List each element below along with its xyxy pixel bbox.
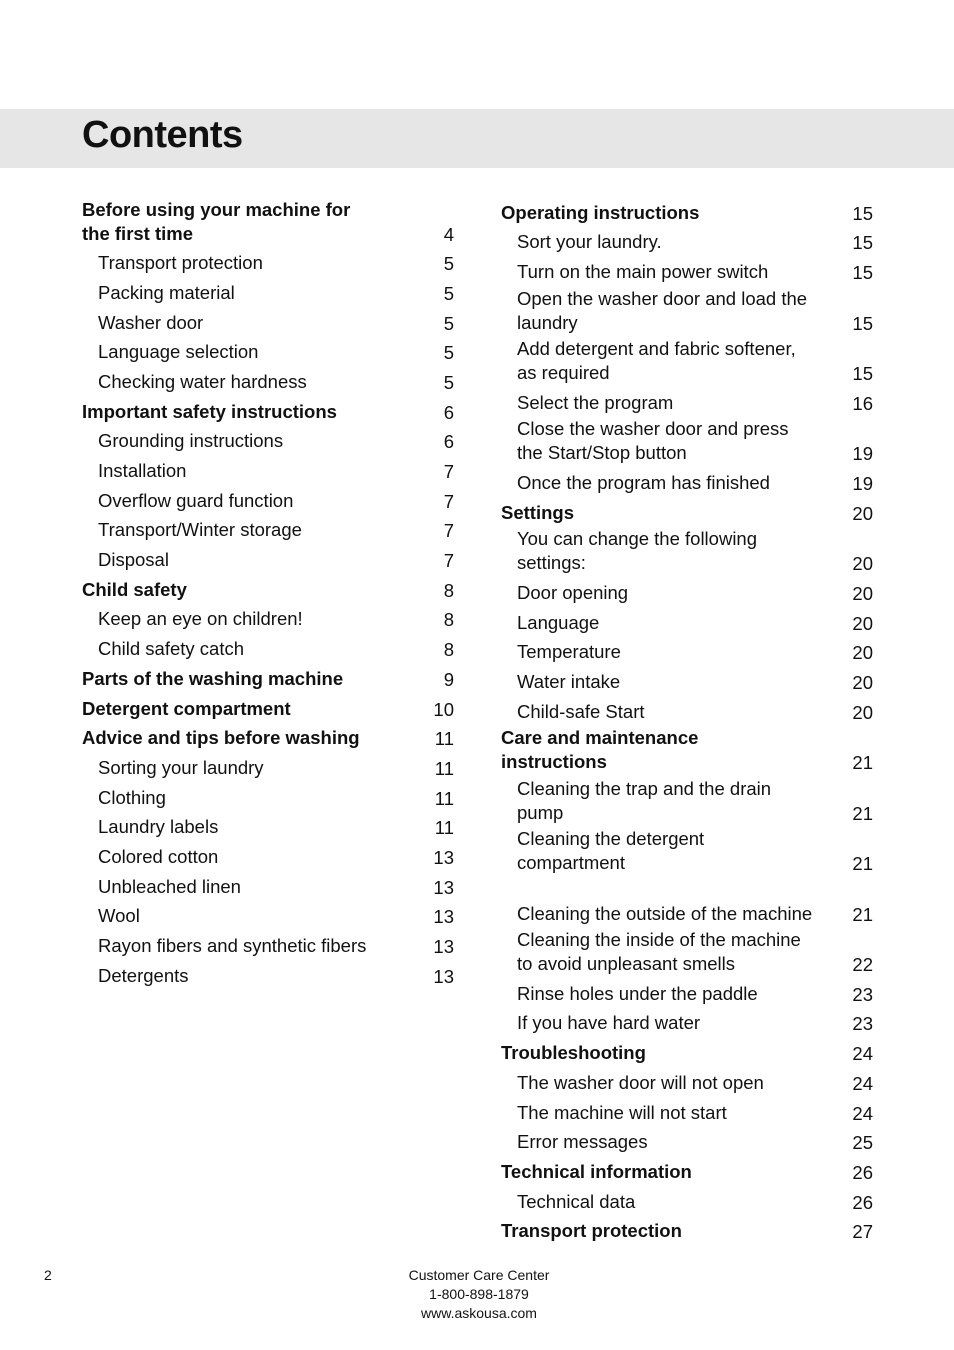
toc-entry <box>501 777 873 828</box>
toc-right-column <box>501 198 873 1246</box>
toc-entry <box>501 608 873 638</box>
toc-entry-label: If you have hard water <box>517 1012 701 1034</box>
toc-entry-page-number: 22 <box>852 954 873 976</box>
toc-entry-page-number: 24 <box>852 1102 873 1124</box>
toc-entry-label: Cleaning the inside of the machine to avoid unpleasant smells <box>517 929 801 975</box>
toc-entry-label: Important safety instructions <box>82 400 337 422</box>
toc-entry-label: Transport/Winter storage <box>98 519 302 541</box>
toc-entry-label: Close the washer door and press the Start/Stop button <box>517 418 789 464</box>
toc-entry-page-number: 5 <box>443 282 454 304</box>
toc-entry-label: Once the program has finished <box>517 471 770 493</box>
toc-entry <box>501 697 873 727</box>
toc-entry-label: Clothing <box>98 786 166 808</box>
toc-entry <box>82 634 454 664</box>
toc-entry-page-number: 20 <box>852 502 873 524</box>
toc-entry-page-number: 7 <box>443 550 454 572</box>
toc-entry-page-number: 20 <box>852 642 873 664</box>
toc-entry-page-number: 24 <box>852 1043 873 1065</box>
toc-entry-page-number: 20 <box>852 612 873 634</box>
toc-section-heading <box>501 198 873 228</box>
toc-entry-label: Rayon fibers and synthetic fibers <box>98 935 367 956</box>
toc-entry-page-number: 23 <box>852 1013 873 1035</box>
toc-entry-label: You can change the following settings: <box>517 528 758 574</box>
toc-entry <box>501 468 873 498</box>
toc-entry <box>82 842 454 872</box>
toc-entry-label: Disposal <box>98 549 169 571</box>
toc-entry-page-number: 15 <box>852 363 873 385</box>
toc-entry-label: Sorting your laundry <box>98 756 264 778</box>
toc-entry-page-number: 5 <box>443 253 454 275</box>
toc-entry-page-number: 13 <box>433 876 454 898</box>
toc-entry <box>501 1068 873 1098</box>
footer-line-1: Customer Care Center <box>408 1267 550 1283</box>
toc-entry-page-number: 13 <box>433 846 454 868</box>
toc-section-heading <box>82 724 454 754</box>
toc-entry-label: Settings <box>501 501 574 523</box>
toc-entry <box>501 287 873 338</box>
toc-entry-page-number: 4 <box>443 223 454 245</box>
toc-section-heading <box>501 1217 873 1247</box>
toc-entry-page-number: 25 <box>852 1132 873 1154</box>
toc-entry <box>501 228 873 258</box>
toc-entry <box>82 308 454 338</box>
toc-entry-label: Transport protection <box>98 252 263 274</box>
footer-line-2: 1-800-898-1879 <box>429 1286 529 1302</box>
toc-entry-label: The washer door will not open <box>517 1071 764 1093</box>
toc-entry-page-number: 15 <box>852 312 873 334</box>
toc-entry-page-number: 7 <box>443 520 454 542</box>
toc-entry-page-number: 13 <box>433 965 454 987</box>
toc-entry <box>501 979 873 1009</box>
toc-entry-page-number: 20 <box>852 582 873 604</box>
toc-section-heading <box>82 694 454 724</box>
toc-entry-label: Error messages <box>517 1131 648 1153</box>
toc-entry <box>82 753 454 783</box>
page-title: Contents <box>82 114 243 156</box>
toc-entry-label: Installation <box>98 460 187 481</box>
toc-entry-page-number: 5 <box>443 342 454 364</box>
toc-entry-page-number: 21 <box>852 903 873 925</box>
toc-entry-label: Technical data <box>517 1190 636 1212</box>
toc-entry-label: Operating instructions <box>501 201 700 223</box>
footer-page-number: 2 <box>44 1267 52 1283</box>
toc-entry <box>501 878 873 929</box>
toc-entry-label: Checking water hardness <box>98 370 307 392</box>
toc-entry-label: Water intake <box>517 670 621 692</box>
toc-entry-label: Technical information <box>501 1160 692 1182</box>
toc-entry-label: Child-safe Start <box>517 700 645 722</box>
toc-section-heading <box>501 1157 873 1187</box>
toc-entry <box>501 578 873 608</box>
toc-entry-label: Language <box>517 611 600 633</box>
toc-entry-page-number: 23 <box>852 983 873 1005</box>
toc-left-column <box>82 198 454 991</box>
toc-entry-page-number: 15 <box>852 202 873 224</box>
toc-entry-page-number: 13 <box>433 936 454 957</box>
toc-entry <box>501 528 873 579</box>
toc-entry <box>501 667 873 697</box>
toc-entry <box>501 638 873 668</box>
toc-entry-label: Parts of the washing machine <box>82 667 344 689</box>
toc-entry-label: Turn on the main power switch <box>517 261 769 283</box>
toc-entry-label: Rinse holes under the paddle <box>517 982 758 1004</box>
footer-contact <box>379 1266 579 1323</box>
toc-entry-label: Before using your machine for the first time <box>82 198 351 244</box>
toc-entry <box>501 828 873 879</box>
toc-entry-page-number: 8 <box>443 579 454 601</box>
toc-entry-label: Advice and tips before washing <box>82 727 360 749</box>
toc-entry-label: Packing material <box>98 281 235 303</box>
toc-entry-page-number: 8 <box>443 609 454 631</box>
toc-entry-label: Wool <box>98 905 140 927</box>
toc-entry-label: Language selection <box>98 341 259 363</box>
toc-entry-page-number: 11 <box>434 787 454 809</box>
toc-section-heading <box>82 198 454 249</box>
toc-entry-label: Care and maintenance instructions <box>501 727 699 773</box>
toc-entry <box>82 961 454 991</box>
toc-entry-page-number: 6 <box>443 401 454 423</box>
toc-entry-label: Troubleshooting <box>501 1042 646 1064</box>
toc-entry-label: Laundry labels <box>98 816 219 838</box>
toc-entry-label: Grounding instructions <box>98 430 284 452</box>
toc-entry-page-number: 9 <box>443 668 454 690</box>
toc-entry-page-number: 21 <box>852 752 873 774</box>
toc-entry-label: The machine will not start <box>517 1101 727 1123</box>
toc-entry-page-number: 15 <box>852 232 873 254</box>
toc-entry <box>501 388 873 418</box>
toc-entry-label: Detergent compartment <box>82 697 291 719</box>
toc-entry-page-number: 15 <box>852 262 873 284</box>
toc-section-heading <box>501 1038 873 1068</box>
toc-entry <box>82 783 454 813</box>
toc-entry-label: Overflow guard function <box>98 489 294 511</box>
toc-entry-page-number: 19 <box>852 472 873 494</box>
toc-section-heading <box>82 397 454 427</box>
toc-entry-page-number: 5 <box>443 312 454 334</box>
toc-entry-page-number: 11 <box>434 728 454 750</box>
toc-section-heading <box>82 575 454 605</box>
toc-entry <box>82 931 454 961</box>
toc-entry-page-number: 13 <box>433 906 454 928</box>
toc-entry <box>82 872 454 902</box>
toc-entry-page-number: 5 <box>443 371 454 393</box>
toc-entry <box>501 929 873 980</box>
toc-entry-page-number: 20 <box>852 553 873 575</box>
toc-entry-page-number: 16 <box>852 392 873 414</box>
toc-entry-page-number: 6 <box>443 431 454 453</box>
toc-entry <box>82 427 454 457</box>
toc-entry-page-number: 26 <box>852 1191 873 1213</box>
toc-section-heading <box>82 664 454 694</box>
toc-entry-label: Door opening <box>517 581 629 603</box>
toc-entry-page-number: 11 <box>434 817 454 839</box>
toc-entry-page-number: 27 <box>852 1221 873 1243</box>
toc-entry <box>501 1128 873 1158</box>
toc-entry <box>501 338 873 389</box>
toc-entry-label: Open the washer door and load the laundry <box>517 287 808 333</box>
toc-entry <box>82 456 454 486</box>
toc-entry <box>501 257 873 287</box>
toc-entry-page-number: 21 <box>852 853 873 875</box>
toc-entry <box>82 249 454 279</box>
toc-entry-label: Keep an eye on children! <box>98 608 303 630</box>
toc-entry-label: Child safety catch <box>98 638 245 660</box>
toc-entry-page-number: 24 <box>852 1072 873 1094</box>
toc-entry-page-number: 19 <box>852 443 873 465</box>
toc-entry <box>82 367 454 397</box>
toc-entry-label: Cleaning the detergent compartment <box>517 828 705 874</box>
toc-entry <box>82 338 454 368</box>
toc-entry <box>82 545 454 575</box>
toc-entry <box>82 486 454 516</box>
toc-entry-page-number: 8 <box>443 639 454 661</box>
toc-entry <box>501 1187 873 1217</box>
toc-entry-page-number: 10 <box>433 698 454 720</box>
toc-entry <box>82 902 454 932</box>
toc-entry <box>82 605 454 635</box>
toc-entry-label: Add detergent and fabric softener, as required <box>517 338 796 384</box>
toc-section-heading <box>501 727 873 778</box>
footer-line-3: www.askousa.com <box>421 1305 537 1321</box>
toc-entry-label: Cleaning the outside of the machine <box>517 902 813 924</box>
toc-entry-label: Select the program <box>517 391 674 413</box>
toc-entry-label: Temperature <box>517 641 621 663</box>
toc-entry-page-number: 20 <box>852 671 873 693</box>
toc-section-heading <box>501 498 873 528</box>
toc-entry-page-number: 20 <box>852 701 873 723</box>
toc-entry-page-number: 7 <box>443 461 454 482</box>
toc-entry-label: Cleaning the trap and the drain pump <box>517 777 772 823</box>
toc-entry-label: Detergents <box>98 964 189 986</box>
toc-entry-page-number: 21 <box>852 802 873 824</box>
toc-entry-label: Colored cotton <box>98 845 219 867</box>
toc-entry <box>501 418 873 469</box>
toc-entry-label: Child safety <box>82 578 187 600</box>
toc-entry <box>501 1098 873 1128</box>
toc-entry-page-number: 11 <box>434 757 454 779</box>
toc-entry <box>82 278 454 308</box>
toc-entry <box>82 813 454 843</box>
toc-entry-label: Transport protection <box>501 1220 682 1242</box>
toc-entry <box>501 1009 873 1039</box>
toc-entry-label: Unbleached linen <box>98 875 241 897</box>
toc-entry-label: Washer door <box>98 311 204 333</box>
toc-entry-page-number: 7 <box>443 490 454 512</box>
toc-entry-label: Sort your laundry. <box>517 231 662 253</box>
toc-entry-page-number: 26 <box>852 1161 873 1183</box>
toc-entry <box>82 516 454 546</box>
